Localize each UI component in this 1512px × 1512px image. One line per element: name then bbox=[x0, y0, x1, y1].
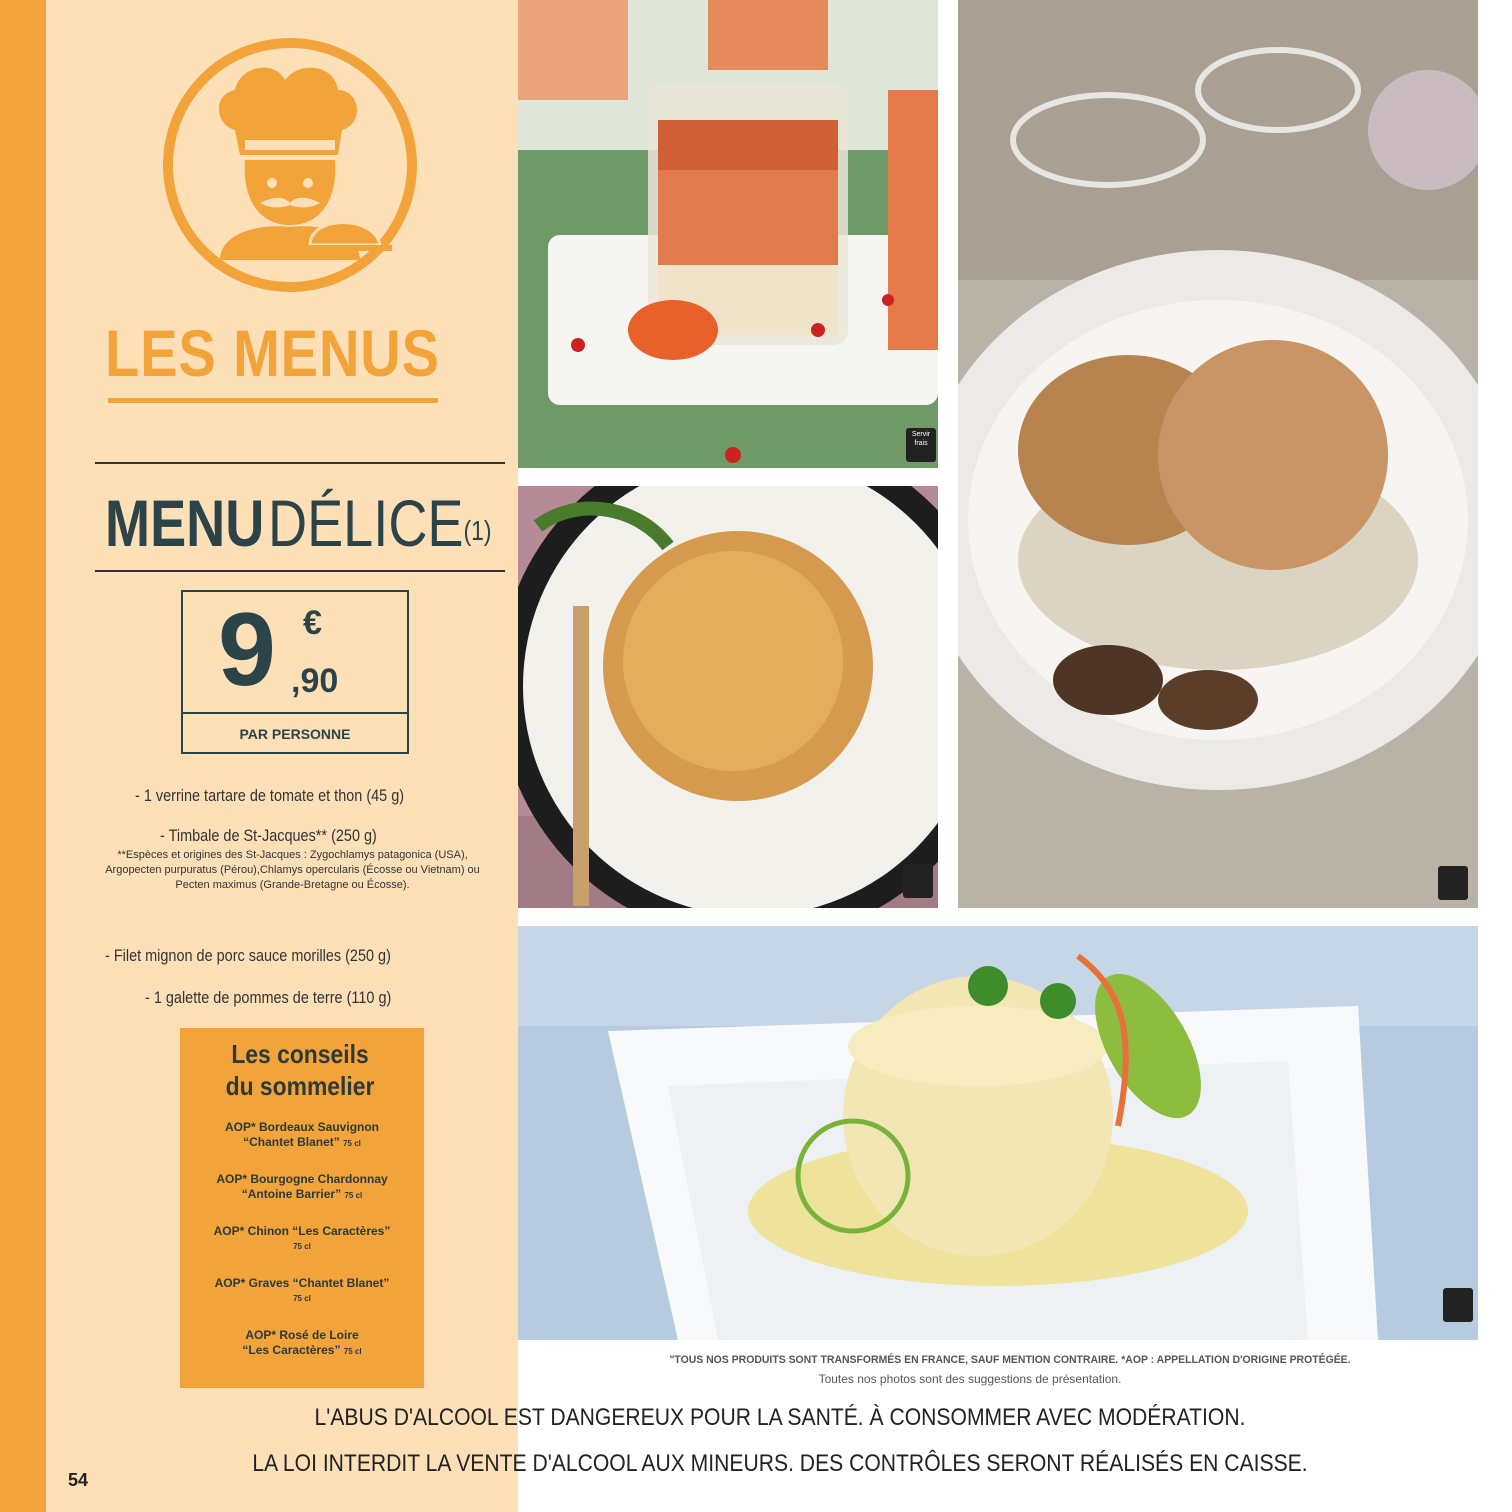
wine-name: AOP* Rosé de Loire bbox=[245, 1328, 359, 1342]
wine-name: AOP* Bourgogne Chardonnay bbox=[216, 1172, 388, 1186]
price-currency: € bbox=[303, 604, 322, 642]
wine-item bbox=[180, 1328, 424, 1359]
wine-label: “Antoine Barrier” bbox=[241, 1187, 342, 1201]
wine-volume: 75 cl bbox=[344, 1191, 363, 1200]
sommelier-title-line1: Les conseils bbox=[231, 1039, 369, 1069]
timbale-photo bbox=[518, 926, 1478, 1340]
microwave-icon bbox=[1438, 866, 1468, 900]
menu-item: - Timbale de St-Jacques** (250 g) bbox=[160, 826, 377, 845]
sommelier-title-line2: du sommelier bbox=[225, 1071, 375, 1101]
price-divider bbox=[183, 712, 407, 714]
verrine-photo bbox=[518, 0, 938, 468]
menu-title-light: DÉLICE bbox=[268, 486, 464, 560]
price-decimal: ,90 bbox=[291, 662, 339, 700]
wine-volume: 75 cl bbox=[293, 1294, 311, 1303]
alcohol-warning-line1: L'ABUS D'ALCOOL EST DANGEREUX POUR LA SANTÉ. À CONSOMMER AVEC MODÉRATION. bbox=[314, 1404, 1246, 1431]
divider-bottom bbox=[95, 570, 505, 572]
timbale-image bbox=[518, 926, 1478, 1340]
filet-mignon-image bbox=[958, 0, 1478, 908]
alcohol-warning-line2: LA LOI INTERDIT LA VENTE D'ALCOOL AUX MINEURS. DES CONTRÔLES SERONT RÉALISÉS EN CAISSE. bbox=[252, 1450, 1308, 1477]
section-title: LES MENUS bbox=[105, 316, 440, 390]
wine-item bbox=[180, 1276, 424, 1306]
galette-photo bbox=[518, 486, 938, 908]
verrine-image bbox=[518, 0, 938, 468]
price-box bbox=[181, 590, 409, 754]
wine-name: AOP* Chinon “Les Caractères” bbox=[213, 1224, 391, 1238]
chef-logo-icon bbox=[160, 35, 420, 295]
title-underline bbox=[108, 398, 438, 403]
left-accent-strip bbox=[0, 0, 46, 1512]
wine-volume: 75 cl bbox=[293, 1242, 311, 1251]
wine-item bbox=[180, 1120, 424, 1151]
price-unit: PAR PERSONNE bbox=[239, 726, 351, 742]
wine-volume: 75 cl bbox=[343, 1347, 362, 1356]
microwave-icon bbox=[903, 864, 933, 898]
menu-title-bold: MENU bbox=[105, 486, 265, 560]
wine-item bbox=[180, 1224, 424, 1254]
menu-title-note: (1) bbox=[463, 515, 492, 546]
wine-name: AOP* Graves “Chantet Blanet” bbox=[214, 1276, 390, 1290]
wine-volume: 75 cl bbox=[343, 1139, 361, 1148]
wine-label: “Chantet Blanet” bbox=[243, 1135, 340, 1149]
serve-chilled-badge: Servir frais bbox=[906, 428, 936, 462]
galette-image bbox=[518, 486, 938, 908]
wine-name: AOP* Bordeaux Sauvignon bbox=[224, 1120, 380, 1134]
wine-label: “Les Caractères” bbox=[242, 1343, 341, 1357]
filet-mignon-photo bbox=[958, 0, 1478, 908]
products-footnote: "TOUS NOS PRODUITS SONT TRANSFORMÉS EN FRANCE, SAUF MENTION CONTRAIRE. *AOP : APPELLATION D'ORIGINE PROTÉGÉE. bbox=[669, 1354, 1351, 1366]
page-number: 54 bbox=[68, 1470, 89, 1490]
menu-item: - Filet mignon de porc sauce morilles (250 g) bbox=[105, 946, 391, 965]
sommelier-box bbox=[180, 1028, 424, 1388]
sommelier-title bbox=[194, 1038, 405, 1102]
divider-top bbox=[95, 462, 505, 464]
price-integer: 9 bbox=[218, 592, 276, 708]
menu-item: - 1 galette de pommes de terre (110 g) bbox=[145, 988, 392, 1007]
species-note: **Espèces et origines des St-Jacques : Zygochlamys patagonica (USA), Argopecten purpuratus (Pérou),Chlamys opercularis (Écosse ou Vietnam) ou Pecten maximus (Grande-Bretagne ou Écosse). bbox=[105, 849, 480, 891]
menu-item: - 1 verrine tartare de tomate et thon (45 g) bbox=[135, 786, 405, 805]
photos-footnote: Toutes nos photos sont des suggestions de présentation. bbox=[818, 1372, 1122, 1386]
wine-item bbox=[180, 1172, 424, 1203]
microwave-icon bbox=[1443, 1288, 1473, 1322]
